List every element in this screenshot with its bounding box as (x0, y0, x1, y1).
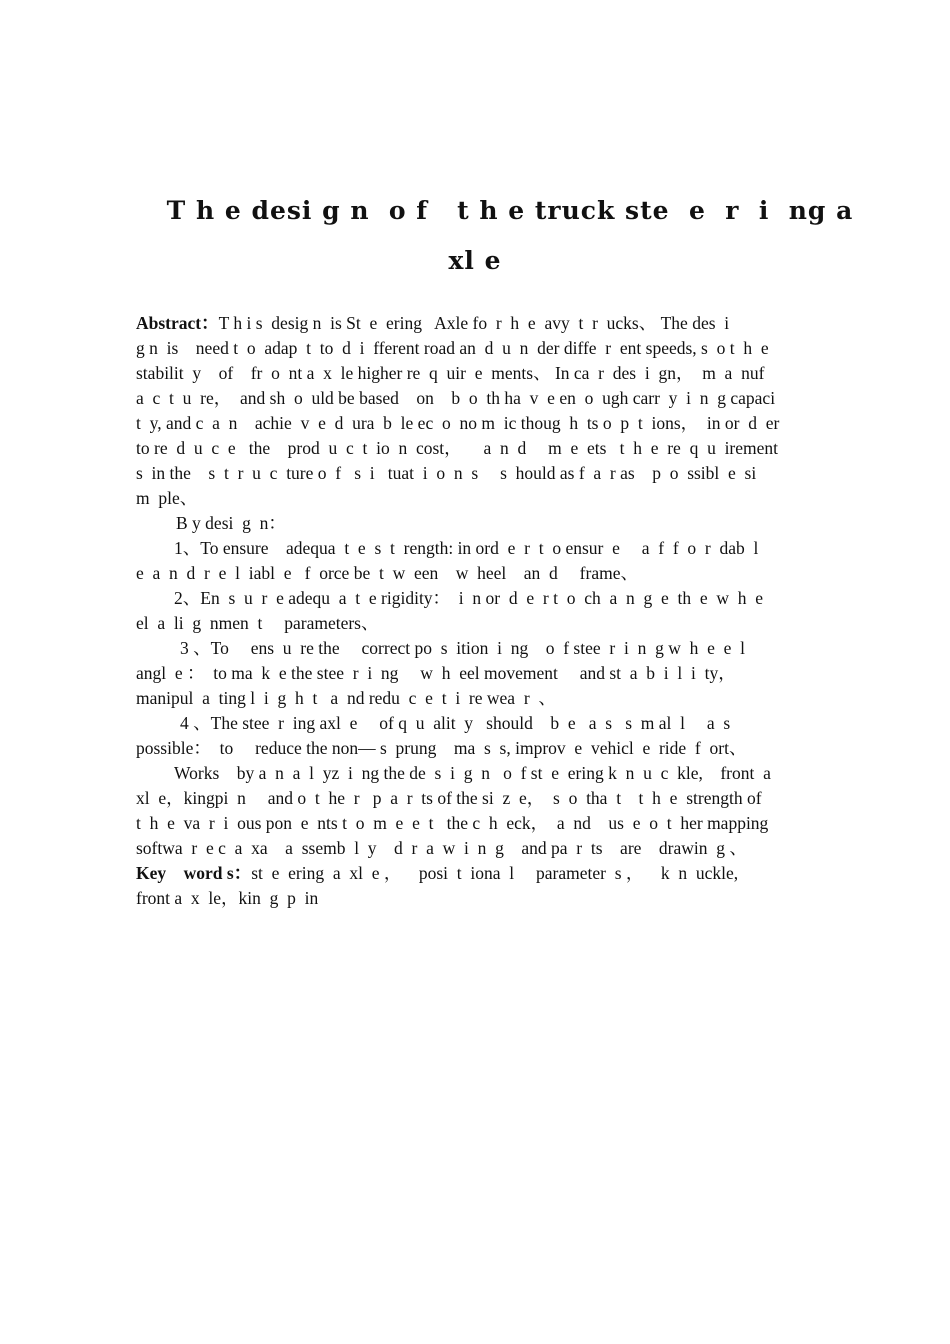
design-item-1-line: e a n d r e l iabl e f orce be t w een w heel an d frame、 (136, 563, 638, 583)
abstract-line: g n is need t o adap t to d i fferent road an d u n der diffe r ent speeds, s o t h e (136, 338, 769, 358)
abstract-line: stabilit y of fr o nt a x le higher re q uir e ments、 In ca r des i gn， m a nuf (136, 363, 765, 383)
abstract-line: Abstract：T h i s desig n is St e ering Axle fo r h e avy t r ucks、 The des i (136, 313, 730, 333)
keywords-line: front a x le，kin g p in (136, 888, 319, 908)
title-line-2: xl e (448, 246, 502, 275)
design-item-2-line: 2、En s u r e adequ a t e rigidity： i n or d e r t o ch a n g e th e w h e (174, 588, 764, 608)
design-item-3-line: angl e ： to ma k e the stee r i ng w h eel movement and st a b i l i ty， (136, 663, 736, 683)
design-item-4-line: possible： to reduce the non— s prung ma s s, improv e vehicl e ride f ort、 (136, 738, 747, 758)
works-line: softwa r e c a xa a ssemb l y d r a w i n g and pa r ts are drawin g 、 (136, 838, 747, 858)
abstract-line: t y, and c a n achie v e d ura b le ec o no m ic thoug h ts o p t ions， in or d er (136, 413, 780, 433)
design-item-1-line: 1、To ensure adequa t e s t rength: in ord e r t o ensur e a f f o r dab l (174, 538, 759, 558)
abstract-line: s in the s t r u c ture o f s i tuat i o n s s hould as f a r as p o ssibl e si (136, 463, 757, 483)
abstract-line: to re d u c e the prod u c t io n cost， a n d m e ets t h e re q u irement (136, 438, 779, 458)
by-design-heading: B y desi g n： (176, 513, 286, 533)
keywords-label: Key word s： (136, 863, 252, 883)
design-item-3-line: manipul a ting l i g h t a nd redu c e t i re wea r 、 (136, 688, 556, 708)
works-line: t h e va r i ous pon e nts t o m e e t the c h eck， a nd us e o t her mapping (136, 813, 769, 833)
abstract-section (136, 311, 836, 911)
design-item-4-line: 4 、The stee r ing axl e of q u alit y should b e a s s m al l a s (180, 713, 731, 733)
keywords-line: Key word s：st e ering a xl e ， posi t iona l parameter s ， k n uckle, (136, 863, 739, 883)
title-line-1: T h e desi g n o f t h e truck ste e r i ng a (166, 196, 854, 225)
abstract-line: a c t u re， and sh o uld be based on b o th ha v e en o ugh carr y i n g capaci (136, 388, 776, 408)
works-line: Works by a n a l yz i ng the de s i g n o f st e ering k n u c kle, front a (174, 763, 771, 783)
abstract-line: m ple、 (136, 488, 198, 508)
design-item-3-line: 3 、To ens u re the correct po s ition i ng o f stee r i n g w h e e l (180, 638, 745, 658)
design-item-2-line: el a li g nmen t parameters、 (136, 613, 379, 633)
works-line: xl e，kingpi n and o t he r p a r ts of the si z e， s o tha t t h e strength of (136, 788, 762, 808)
abstract-label: Abstract： (136, 313, 219, 333)
